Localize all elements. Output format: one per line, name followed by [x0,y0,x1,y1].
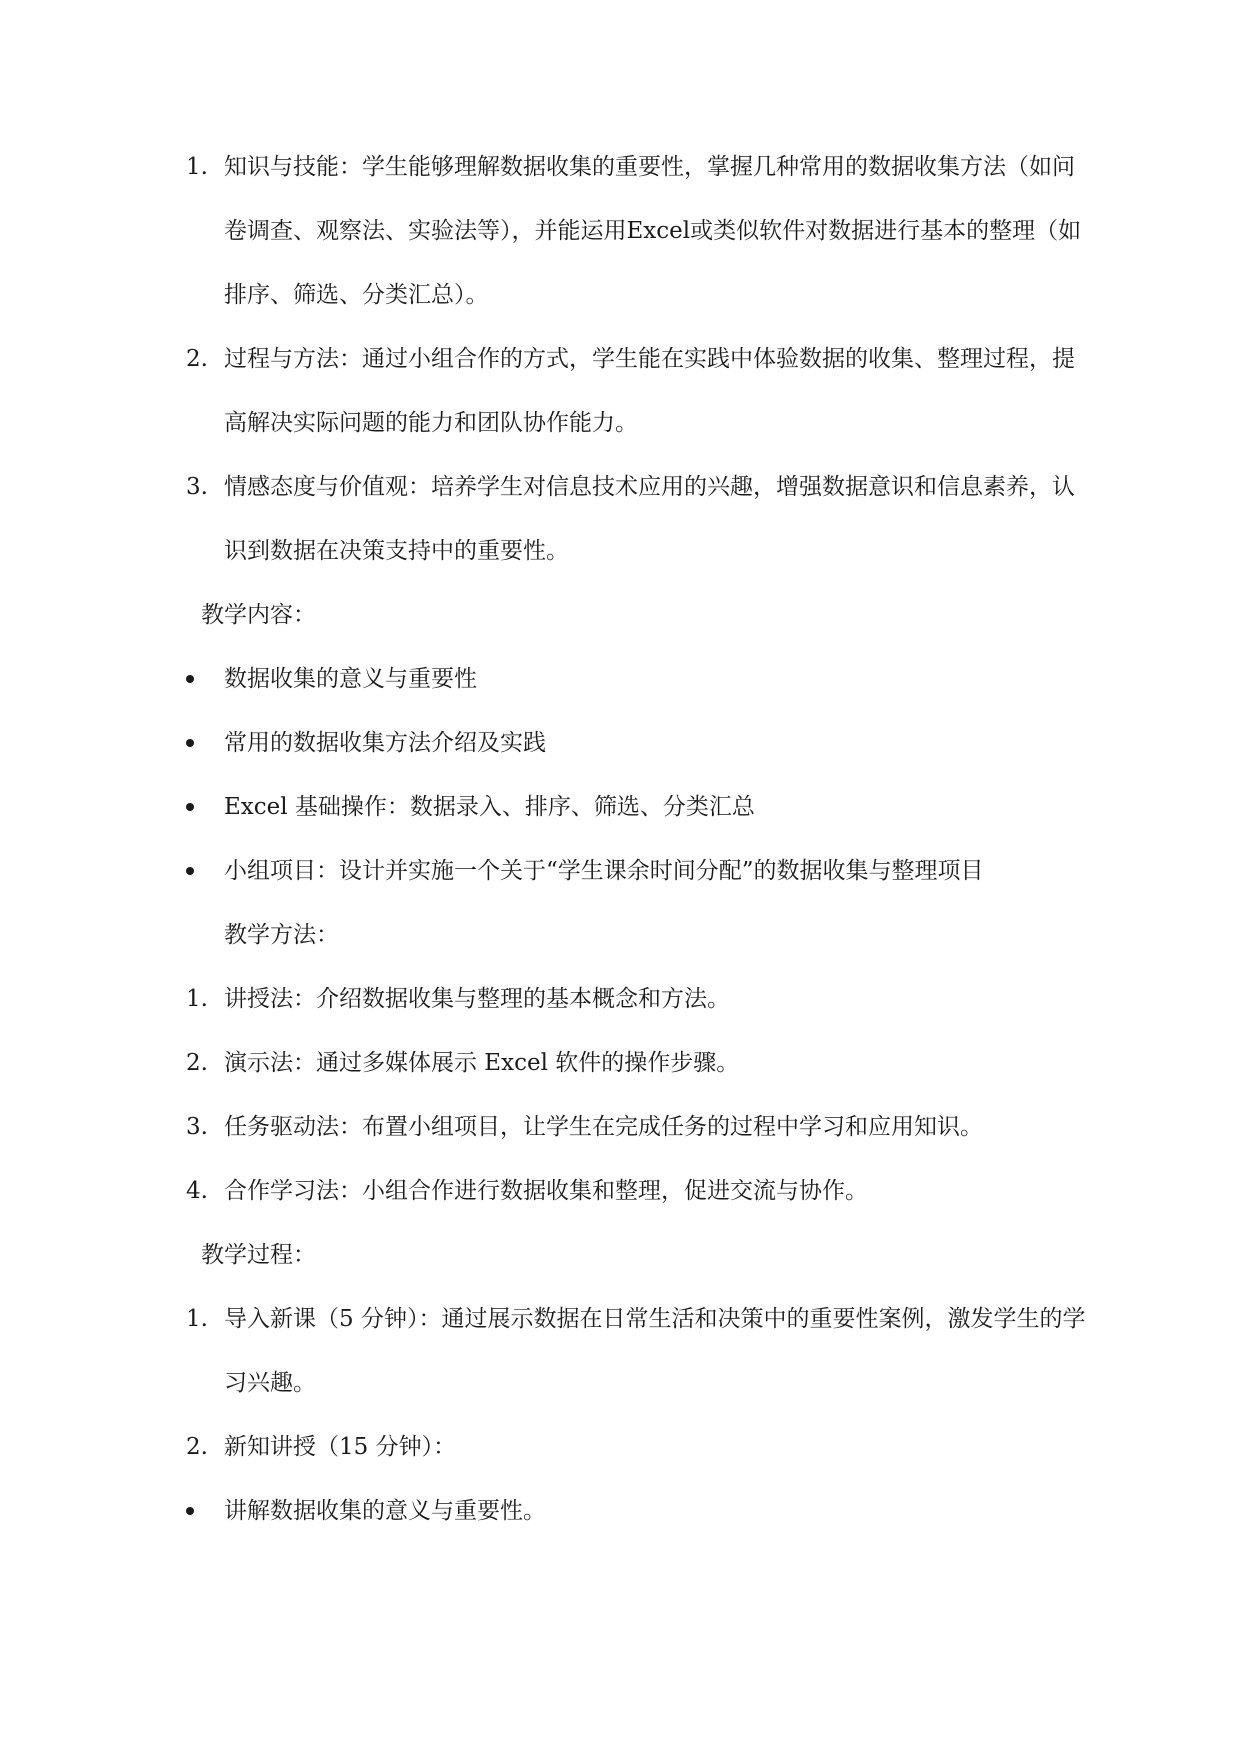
content-list-item [186,839,1086,903]
list-number: 1. [186,1306,208,1332]
method-text: 演示法：通过多媒体展示 Excel 软件的操作步骤。 [224,1050,740,1076]
section-heading-methods: 教学方法： [224,922,339,948]
method-text: 合作学习法：小组合作进行数据收集和整理，促进交流与协作。 [224,1178,868,1204]
bullet-icon [186,675,194,683]
method-item-2 [186,1031,1086,1095]
objective-text: 情感态度与价值观：培养学生对信息技术应用的兴趣，增强数据意识和信息素养，认识到数据在决策支持中的重要性。 [224,474,1075,564]
section-heading-content: 教学内容： [201,602,316,628]
objective-item-3 [186,455,1086,583]
method-item-3 [186,1095,1086,1159]
objective-item-2 [186,327,1086,455]
list-number: 2. [186,1050,208,1076]
method-text: 讲授法：介绍数据收集与整理的基本概念和方法。 [224,986,730,1012]
process-item-1 [186,1287,1086,1415]
list-number: 2. [186,346,208,372]
objective-text: 过程与方法：通过小组合作的方式，学生能在实践中体验数据的收集、整理过程，提高解决实际问题的能力和团队协作能力。 [224,346,1075,436]
content-list-item [186,711,1086,775]
bullet-icon [186,867,194,875]
list-number: 3. [186,1114,208,1140]
content-text: 小组项目：设计并实施一个关于“学生课余时间分配”的数据收集与整理项目 [224,858,984,884]
content-text: 常用的数据收集方法介绍及实践 [224,730,546,756]
objective-text: 知识与技能：学生能够理解数据收集的重要性，掌握几种常用的数据收集方法（如问卷调查、观察法、实验法等），并能运用Excel或类似软件对数据进行基本的整理（如排序、筛选、分类汇总）。 [224,154,1082,308]
list-number: 3. [186,474,208,500]
bullet-icon [186,739,194,747]
list-number: 1. [186,154,208,180]
method-text: 任务驱动法：布置小组项目，让学生在完成任务的过程中学习和应用知识。 [224,1114,983,1140]
list-number: 4. [186,1178,208,1204]
bullet-icon [186,1507,194,1515]
document-body [186,135,1086,1543]
list-number: 2. [186,1434,208,1460]
process-text: 新知讲授（15 分钟）： [224,1434,457,1460]
process-list-item [186,1479,1086,1543]
list-number: 1. [186,986,208,1012]
content-list-item [186,647,1086,711]
process-detail-text: 讲解数据收集的意义与重要性。 [224,1498,546,1524]
content-list-item [186,775,1086,839]
method-item-4 [186,1159,1086,1223]
process-text: 导入新课（5 分钟）：通过展示数据在日常生活和决策中的重要性案例，激发学生的学习兴趣。 [224,1306,1086,1396]
objective-item-1 [186,135,1086,327]
content-text: Excel 基础操作：数据录入、排序、筛选、分类汇总 [224,794,755,820]
section-heading-process: 教学过程： [201,1242,316,1268]
bullet-icon [186,803,194,811]
process-item-2 [186,1415,1086,1479]
method-item-1 [186,967,1086,1031]
content-text: 数据收集的意义与重要性 [224,666,477,692]
